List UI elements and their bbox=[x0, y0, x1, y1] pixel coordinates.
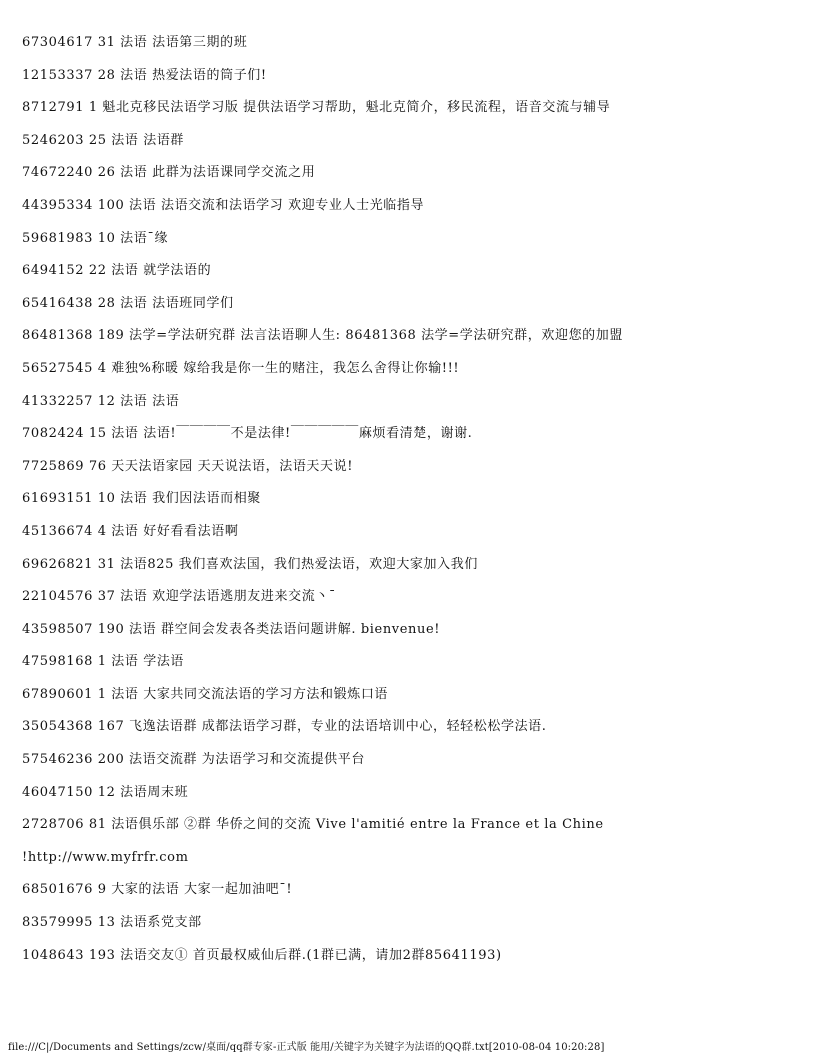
list-item: 41332257 12 法语 法语 bbox=[22, 393, 180, 409]
list-item: 69626821 31 法语825 我们喜欢法国，我们热爱法语，欢迎大家加入我们 bbox=[22, 556, 478, 572]
list-item: 8712791 1 魁北克移民法语学习版 提供法语学习帮助，魁北克简介，移民流程，语音交流与辅导 bbox=[22, 100, 611, 116]
list-item: 65416438 28 法语 法语班同学们 bbox=[22, 295, 234, 311]
list-item: 57546236 200 法语交流群 为法语学习和交流提供平台 bbox=[22, 752, 365, 768]
list-item: 46047150 12 法语周末班 bbox=[22, 784, 189, 800]
list-item: 47598168 1 法语 学法语 bbox=[22, 654, 185, 670]
list-item: 59681983 10 法语¯缘 bbox=[22, 230, 169, 246]
list-item: 45136674 4 法语 好好看看法语啊 bbox=[22, 523, 239, 539]
list-item: !http://www.myfrfr.com bbox=[22, 849, 189, 865]
list-item: 74672240 26 法语 此群为法语课同学交流之用 bbox=[22, 165, 316, 181]
list-item: 6494152 22 法语 就学法语的 bbox=[22, 263, 212, 279]
list-item: 7082424 15 法语 法语!￣￣￣￣不是法律!￣￣￣￣￣麻烦看清楚，谢谢. bbox=[22, 426, 473, 442]
list-item: 83579995 13 法语系党支部 bbox=[22, 915, 202, 931]
list-item: 22104576 37 法语 欢迎学法语逃朋友进来交流丶¯ bbox=[22, 589, 337, 605]
list-item: 86481368 189 法学=学法研究群 法言法语聊人生: 86481368 法学=学法研究群，欢迎您的加盟 bbox=[22, 328, 623, 344]
list-item: 35054368 167 飞逸法语群 成都法语学习群，专业的法语培训中心，轻轻松松学法语. bbox=[22, 719, 547, 735]
list-item: 7725869 76 天天法语家园 天天说法语，法语天天说! bbox=[22, 458, 354, 474]
list-item: 67890601 1 法语 大家共同交流法语的学习方法和锻炼口语 bbox=[22, 686, 389, 702]
list-item: 1048643 193 法语交友① 首页最权威仙后群.(1群已满，请加2群85641193) bbox=[22, 947, 502, 963]
list-item: 2728706 81 法语俱乐部 ②群 华侨之间的交流 Vive l'amitié entre la France et la Chine bbox=[22, 817, 604, 833]
group-list bbox=[22, 33, 802, 978]
list-item: 44395334 100 法语 法语交流和法语学习 欢迎专业人士光临指导 bbox=[22, 197, 425, 213]
file-path-footer: file:///C|/Documents and Settings/zcw/桌面/qq群专家-正式版 能用/关键字为关键字为法语的QQ群.txt[2010-08-04 10:20:28] bbox=[8, 1042, 605, 1053]
list-item: 56527545 4 难独%称暖 嫁给我是你一生的赌注，我怎么舍得让你输!!! bbox=[22, 360, 460, 376]
list-item: 12153337 28 法语 热爱法语的筒子们! bbox=[22, 67, 267, 83]
list-item: 61693151 10 法语 我们因法语而相聚 bbox=[22, 491, 261, 507]
list-item: 43598507 190 法语 群空间会发表各类法语问题讲解. bienvenue! bbox=[22, 621, 441, 637]
list-item: 67304617 31 法语 法语第三期的班 bbox=[22, 35, 248, 50]
list-item: 68501676 9 大家的法语 大家一起加油吧¯! bbox=[22, 882, 293, 898]
list-item: 5246203 25 法语 法语群 bbox=[22, 132, 185, 148]
